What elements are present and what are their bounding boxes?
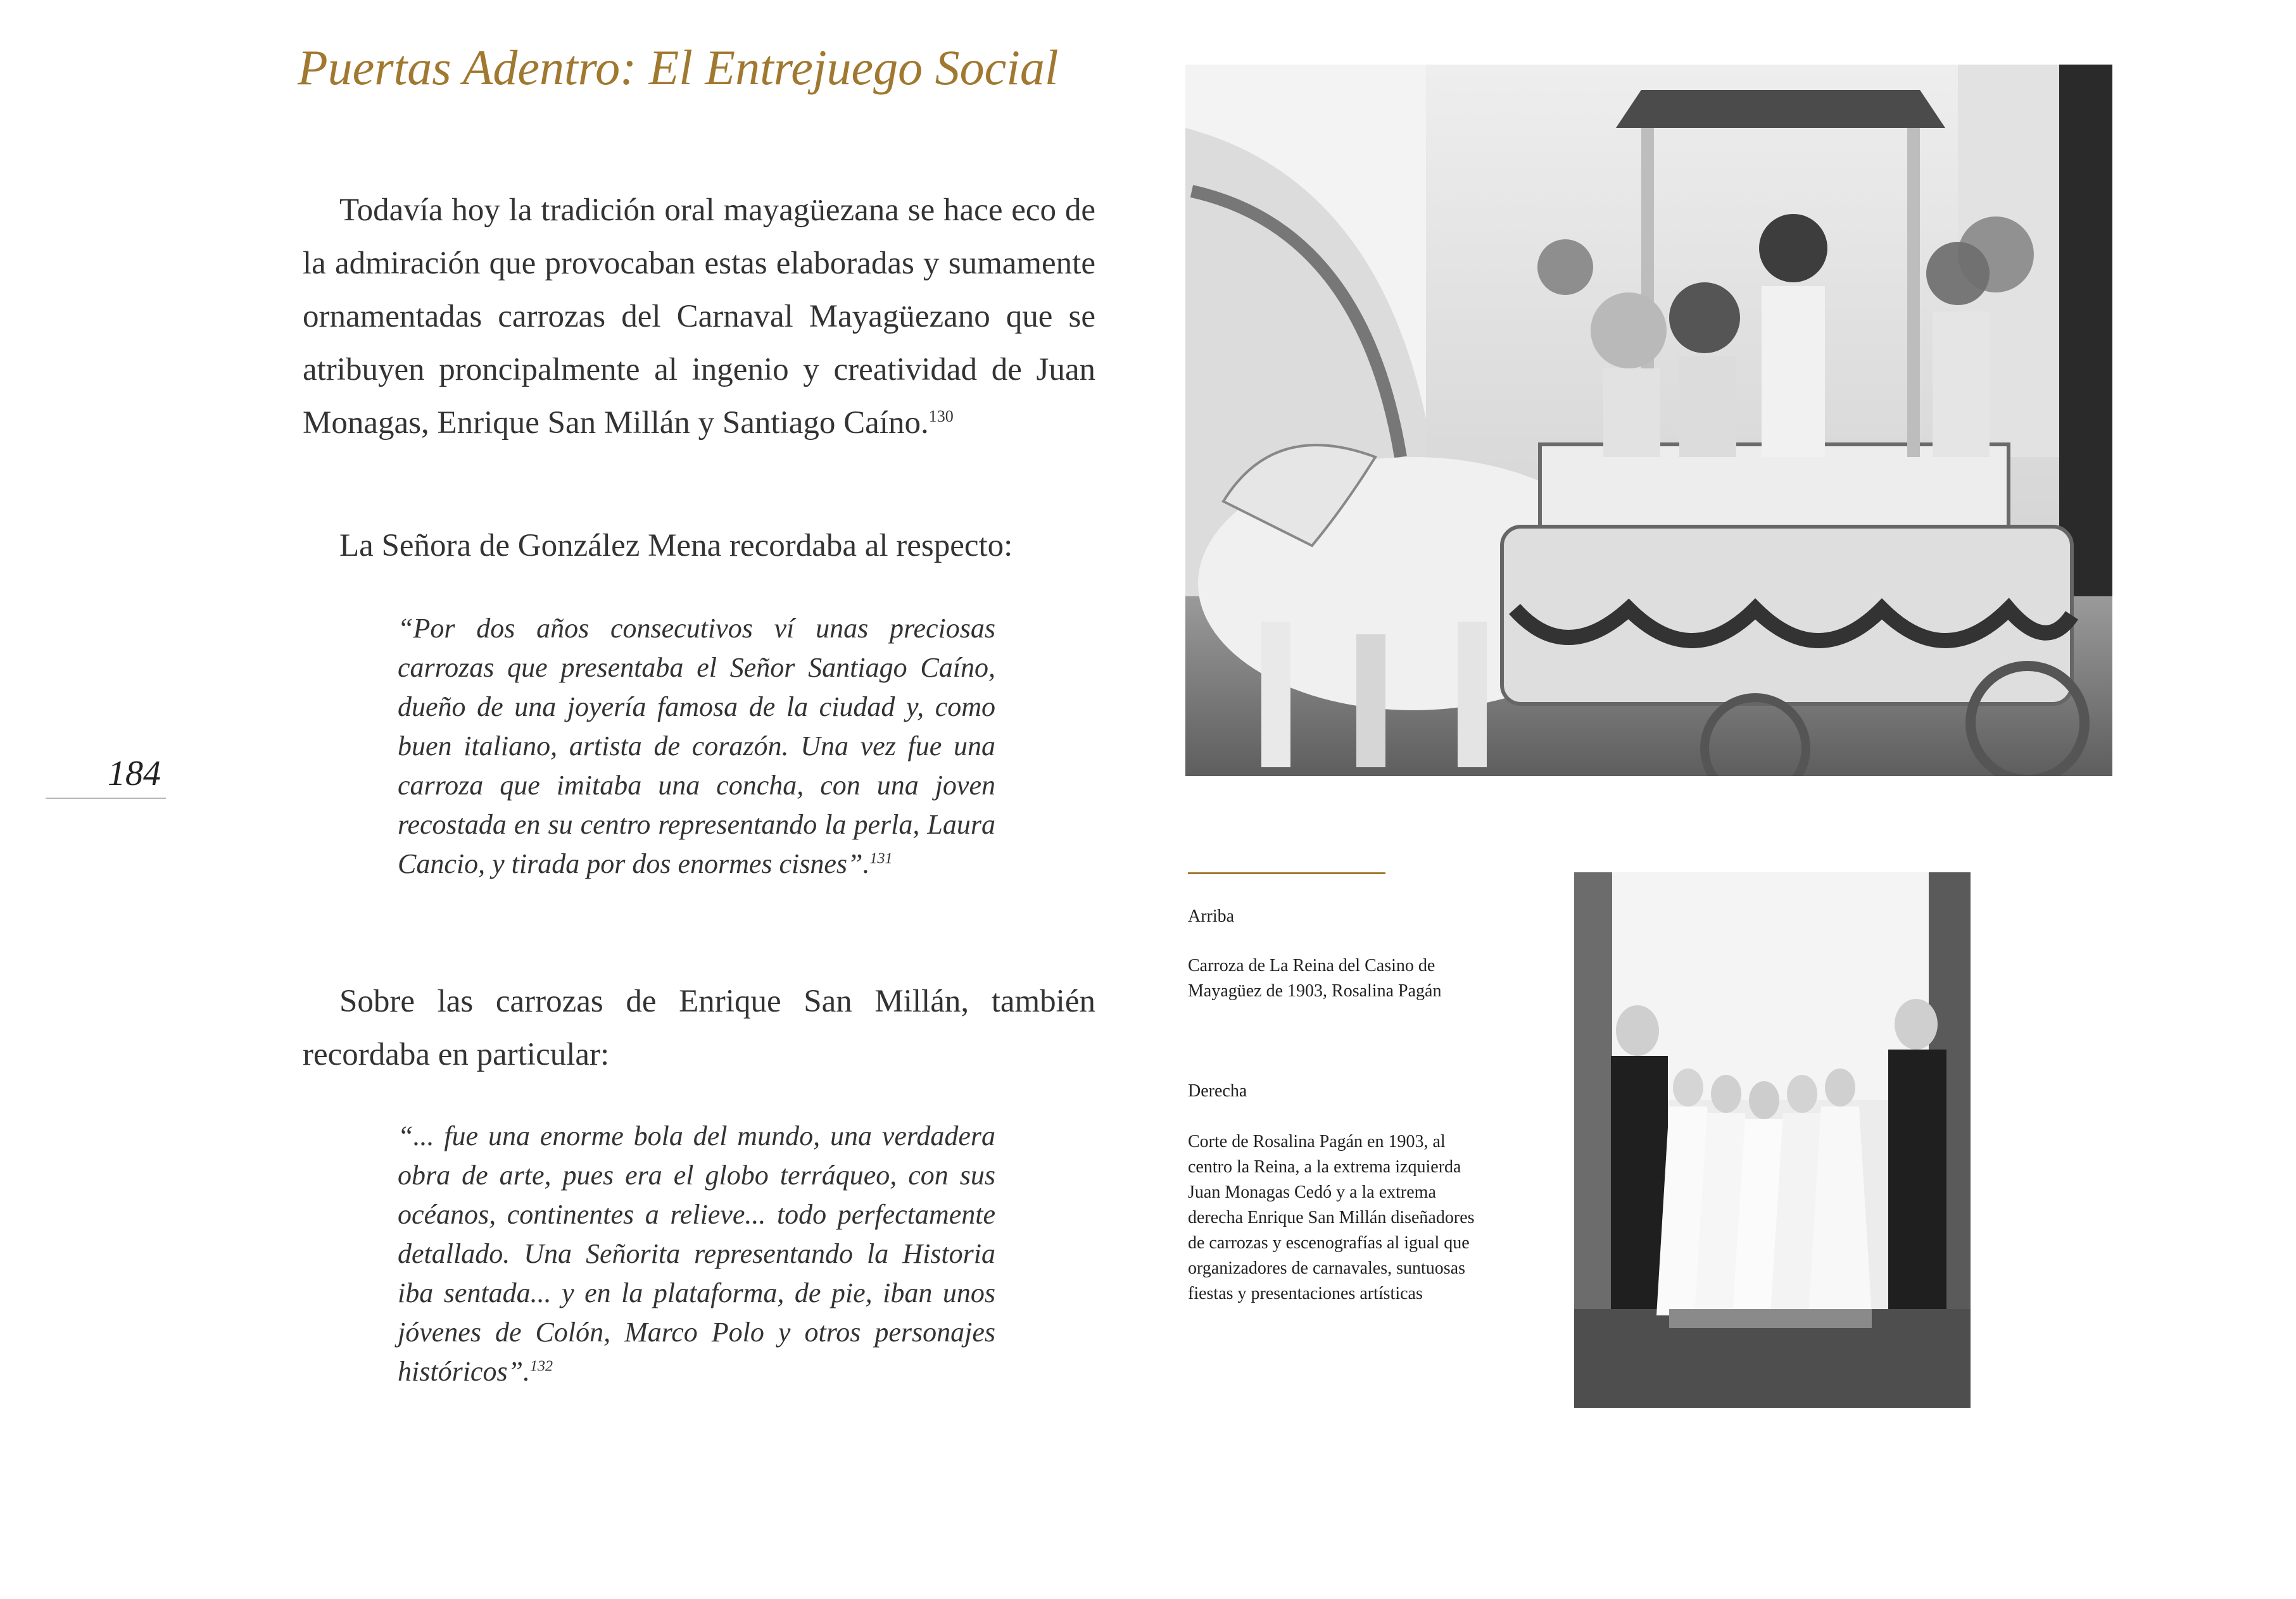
quote-block-carrozas-caino <box>398 609 995 884</box>
royal-court-photo <box>1574 872 1971 1408</box>
carnival-float-photo <box>1185 65 2112 776</box>
carnival-float-illustration <box>1185 65 2112 776</box>
footnote-ref-131[interactable]: 131 <box>869 850 893 867</box>
lead-paragraph: La Señora de González Mena recordaba al respecto: <box>339 528 1013 563</box>
closing-paragraph: Sobre las carrozas de Enrique San Millán, también recordaba en particular: <box>303 984 1095 1072</box>
quote-text: “... fue una enorme bola del mundo, una verdadera obra de arte, pues era el globo terráqueo, con sus océanos, continentes a relieve... todo perfectamente detallado. Una Señorita representando la Historia iba sentada... y en la plataforma, de pie, iban unos jóvenes de Colón, Marco Polo y otros personajes históricos”. <box>398 1120 995 1387</box>
royal-court-illustration <box>1574 872 1971 1408</box>
caption-label-top: Arriba <box>1188 906 1235 926</box>
quote-block-bola-del-mundo <box>398 1117 995 1391</box>
quote-text: “Por dos años consecutivos ví unas preciosas carrozas que presentaba el Señor Santiago Caíno, dueño de una joyería famosa de la ciudad y, como buen italiano, artista de corazón. Una vez fue una carroza que imitaba una concha, con una joven recostada en su centro representando la perla, Laura Cancio, y tirada por dos enormes cisnes”. <box>398 613 995 879</box>
caption-label-bottom: Derecha <box>1188 1081 1247 1101</box>
caption-text-bottom: Corte de Rosalina Pagán en 1903, al centro la Reina, a la extrema izquierda Juan Monagas Cedó y a la extrema derecha Enrique San Millán diseñadores de carrozas y escenografías al igual que organizadores de carnavales, suntuosas fiestas y presentaciones artísticas <box>1188 1132 1475 1303</box>
footnote-ref-130[interactable]: 130 <box>928 407 954 425</box>
footnote-ref-132[interactable]: 132 <box>530 1358 553 1375</box>
intro-paragraph <box>303 184 1095 449</box>
page-title: Puertas Adentro: El Entrejuego Social <box>298 40 1059 95</box>
caption-divider <box>1188 872 1385 874</box>
page-number-rule <box>46 798 166 799</box>
caption-text-top: Carroza de La Reina del Casino de Mayagüez de 1903, Rosalina Pagán <box>1188 956 1442 1001</box>
page-number: 184 <box>108 754 161 793</box>
intro-text: Todavía hoy la tradición oral mayagüezana se hace eco de la admiración que provocaban estas elaboradas y sumamente ornamentadas carrozas del Carnaval Mayagüezano que se atribuyen proncipalmente al ingenio y creatividad de Juan Monagas, Enrique San Millán y Santiago Caíno. <box>303 192 1095 441</box>
